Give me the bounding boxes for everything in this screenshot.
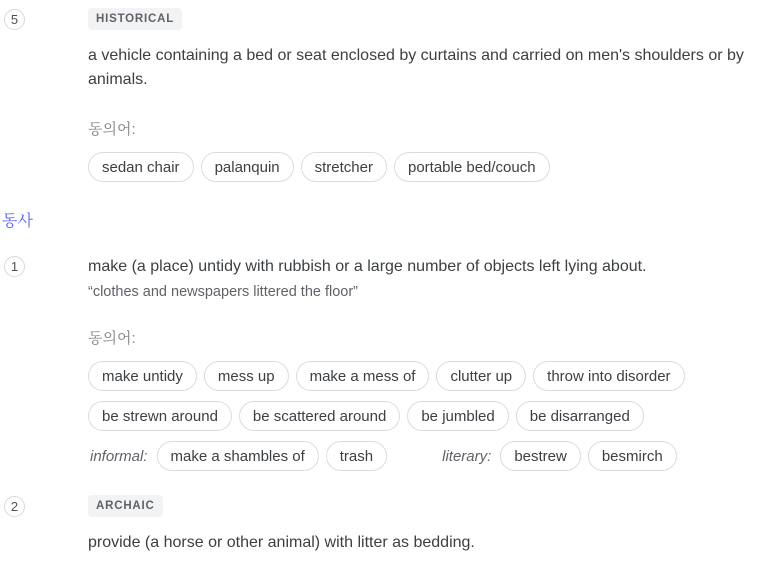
sense-number-badge: 1 <box>4 256 25 277</box>
sense-number-gutter <box>0 8 88 182</box>
synonym-chip[interactable]: sedan chair <box>88 152 194 182</box>
sense-number-gutter <box>0 495 88 555</box>
synonym-chip-row <box>88 152 748 182</box>
synonym-chip[interactable]: be strewn around <box>88 401 232 431</box>
synonym-chip[interactable]: trash <box>326 441 387 471</box>
register-label-informal: informal: <box>90 447 148 465</box>
synonym-chip[interactable]: mess up <box>204 361 289 391</box>
synonym-chip[interactable]: be jumbled <box>407 401 508 431</box>
synonym-chip[interactable]: make a shambles of <box>157 441 319 471</box>
sense-number-badge: 5 <box>4 9 25 30</box>
synonym-chip[interactable]: portable bed/couch <box>394 152 550 182</box>
definition-text: provide (a horse or other animal) with litter as bedding. <box>88 534 475 551</box>
usage-label-badge: HISTORICAL <box>88 8 182 30</box>
sense-historical <box>0 8 762 182</box>
synonym-chip[interactable]: throw into disorder <box>533 361 684 391</box>
synonym-chip-row <box>88 361 748 391</box>
sense-content <box>88 255 762 471</box>
sense-verb-2 <box>0 495 762 555</box>
synonym-chip[interactable]: be disarranged <box>516 401 644 431</box>
synonym-chip[interactable]: be scattered around <box>239 401 400 431</box>
synonym-chip-row <box>88 401 748 431</box>
sense-content <box>88 8 762 182</box>
synonyms-label: 동의어: <box>88 330 136 347</box>
synonym-chip[interactable]: stretcher <box>301 152 387 182</box>
part-of-speech-heading: 동사 <box>2 213 33 230</box>
definition-text: a vehicle containing a bed or seat enclosed by curtains and carried on men's shoulders or by animals. <box>88 47 744 88</box>
sense-number-gutter <box>0 255 88 471</box>
synonyms-label: 동의어: <box>88 121 136 138</box>
example-sentence: “clothes and newspapers littered the floor” <box>88 284 359 300</box>
synonym-chip[interactable]: bestrew <box>500 441 581 471</box>
synonym-chip[interactable]: palanquin <box>201 152 294 182</box>
synonym-chip[interactable]: besmirch <box>588 441 677 471</box>
synonym-chip-row-register <box>88 441 748 471</box>
synonym-chip[interactable]: make a mess of <box>296 361 430 391</box>
synonym-chip[interactable]: make untidy <box>88 361 197 391</box>
synonym-chip[interactable]: clutter up <box>436 361 526 391</box>
sense-number-badge: 2 <box>4 496 25 517</box>
sense-verb-1 <box>0 255 762 471</box>
definition-text: make (a place) untidy with rubbish or a large number of objects left lying about. <box>88 258 647 275</box>
sense-content <box>88 495 762 555</box>
usage-label-badge: ARCHAIC <box>88 495 163 517</box>
register-label-literary: literary: <box>442 447 492 465</box>
